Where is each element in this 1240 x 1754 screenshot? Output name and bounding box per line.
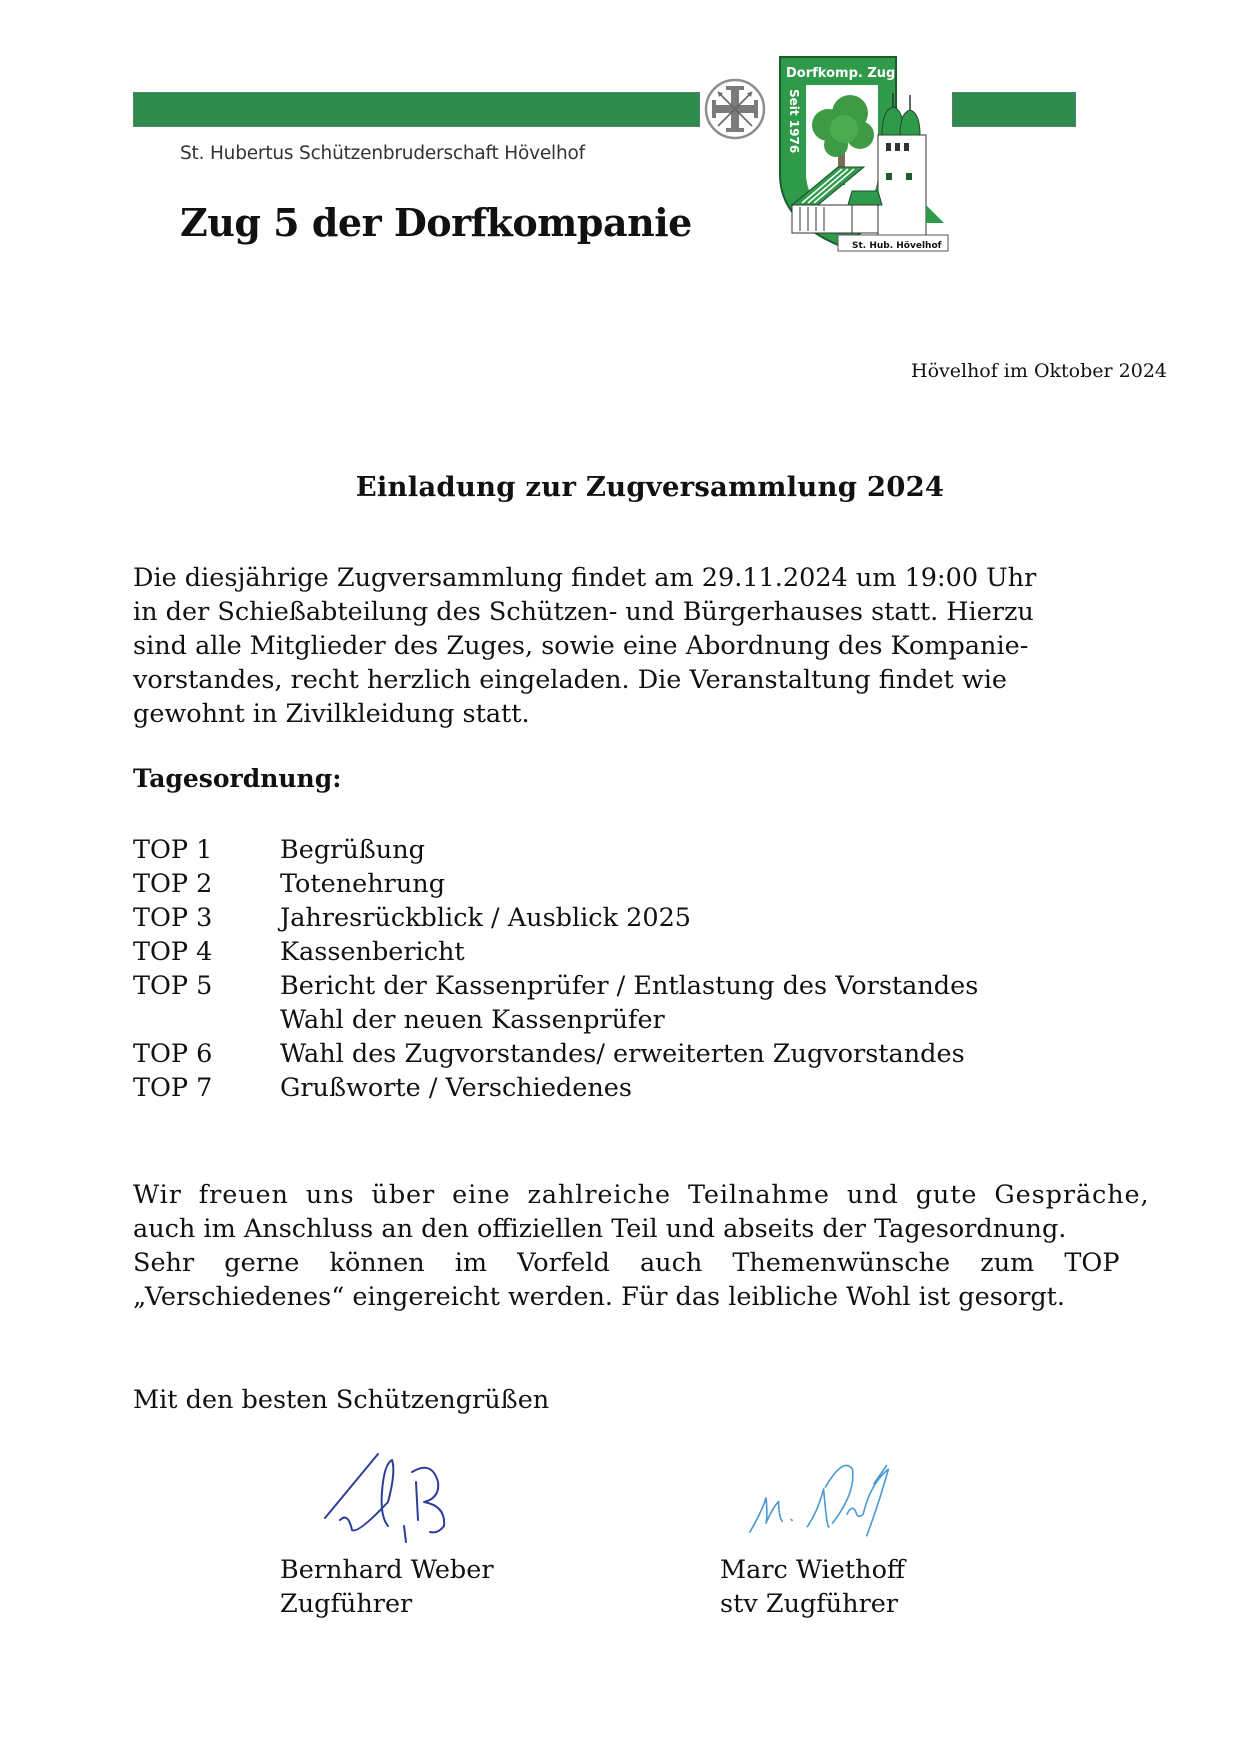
agenda-item (133, 1037, 978, 1071)
agenda-item-text: Grußworte / Verschiedenes (280, 1073, 632, 1103)
agenda-item (133, 935, 978, 969)
agenda-item (133, 867, 978, 901)
outro-line: Sehr gerne können im Vorfeld auch Themenwünsche zum TOP (133, 1248, 1120, 1278)
agenda-heading: Tagesordnung: (133, 764, 342, 793)
signer-name: Marc Wiethoff (720, 1555, 906, 1585)
unit-title: Zug 5 der Dorfkompanie (180, 200, 692, 245)
intro-line: vorstandes, recht herzlich eingeladen. Die Veranstaltung findet wie (133, 665, 1007, 695)
signer-role: stv Zugführer (720, 1589, 899, 1619)
crest-logo (778, 55, 950, 255)
header-green-bar-right (952, 92, 1076, 127)
signature-marc-wiethoff (730, 1442, 910, 1552)
agenda-item-number: TOP 4 (133, 937, 213, 967)
closing-greeting: Mit den besten Schützengrüßen (133, 1385, 550, 1415)
agenda-item-text: Jahresrückblick / Ausblick 2025 (280, 903, 692, 933)
outro-line: Wir freuen uns über eine zahlreiche Teilnahme und gute Gespräche, (133, 1180, 1150, 1210)
agenda-item (133, 833, 978, 867)
date-line: Hövelhof im Oktober 2024 (911, 360, 1167, 382)
agenda-item-text: Wahl der neuen Kassenprüfer (280, 1005, 665, 1035)
agenda-item-number (133, 1003, 280, 1037)
agenda-item-text: Kassenbericht (280, 937, 465, 967)
signer-name: Bernhard Weber (280, 1555, 494, 1585)
intro-line: in der Schießabteilung des Schützen- und Bürgerhauses statt. Hierzu (133, 597, 1034, 627)
crest-side-text: Seit 1976 (787, 89, 801, 154)
agenda-item-continuation (133, 1003, 978, 1037)
outro-line: „Verschiedenes“ eingereicht werden. Für das leibliche Wohl ist gesorgt. (133, 1282, 1065, 1312)
signer-bernhard-weber (280, 1553, 494, 1621)
outro-paragraph (133, 1178, 1168, 1314)
agenda-item-number: TOP 6 (133, 1039, 213, 1069)
agenda-item (133, 901, 978, 935)
agenda-list (133, 833, 978, 1105)
intro-line: Die diesjährige Zugversammlung findet am 29.11.2024 um 19:00 Uhr (133, 563, 1037, 593)
document-title: Einladung zur Zugversammlung 2024 (355, 471, 945, 503)
agenda-item-number: TOP 2 (133, 869, 213, 899)
org-name: St. Hubertus Schützenbruderschaft Hövelhof (180, 143, 585, 164)
agenda-item-number: TOP 3 (133, 903, 213, 933)
outro-line: auch im Anschluss an den offiziellen Teil und abseits der Tagesordnung. (133, 1214, 1067, 1244)
signer-role: Zugführer (280, 1589, 413, 1619)
header-green-bar-left (133, 92, 700, 127)
intro-line: sind alle Mitglieder des Zuges, sowie eine Abordnung des Kompanie- (133, 631, 1029, 661)
intro-line: gewohnt in Zivilkleidung statt. (133, 699, 530, 729)
crest-top-text: Dorfkomp. Zug 5 (786, 66, 909, 81)
agenda-item-text: Wahl des Zugvorstandes/ erweiterten Zugvorstandes (280, 1039, 965, 1069)
intro-paragraph (133, 561, 1168, 731)
agenda-item-number: TOP 7 (133, 1073, 213, 1103)
agenda-item-text: Begrüßung (280, 835, 425, 865)
agenda-item-text: Totenehrung (280, 869, 446, 899)
signer-marc-wiethoff (720, 1553, 905, 1621)
agenda-item-number: TOP 1 (133, 835, 213, 865)
agenda-item (133, 1071, 978, 1105)
cross-arrows-emblem-icon (704, 78, 766, 140)
agenda-item (133, 969, 978, 1003)
agenda-item-number: TOP 5 (133, 971, 213, 1001)
agenda-item-text: Bericht der Kassenprüfer / Entlastung des Vorstandes (280, 971, 979, 1001)
signature-bernhard-weber (300, 1442, 480, 1552)
crest-bottom-text: St. Hub. Hövelhof (852, 241, 942, 251)
